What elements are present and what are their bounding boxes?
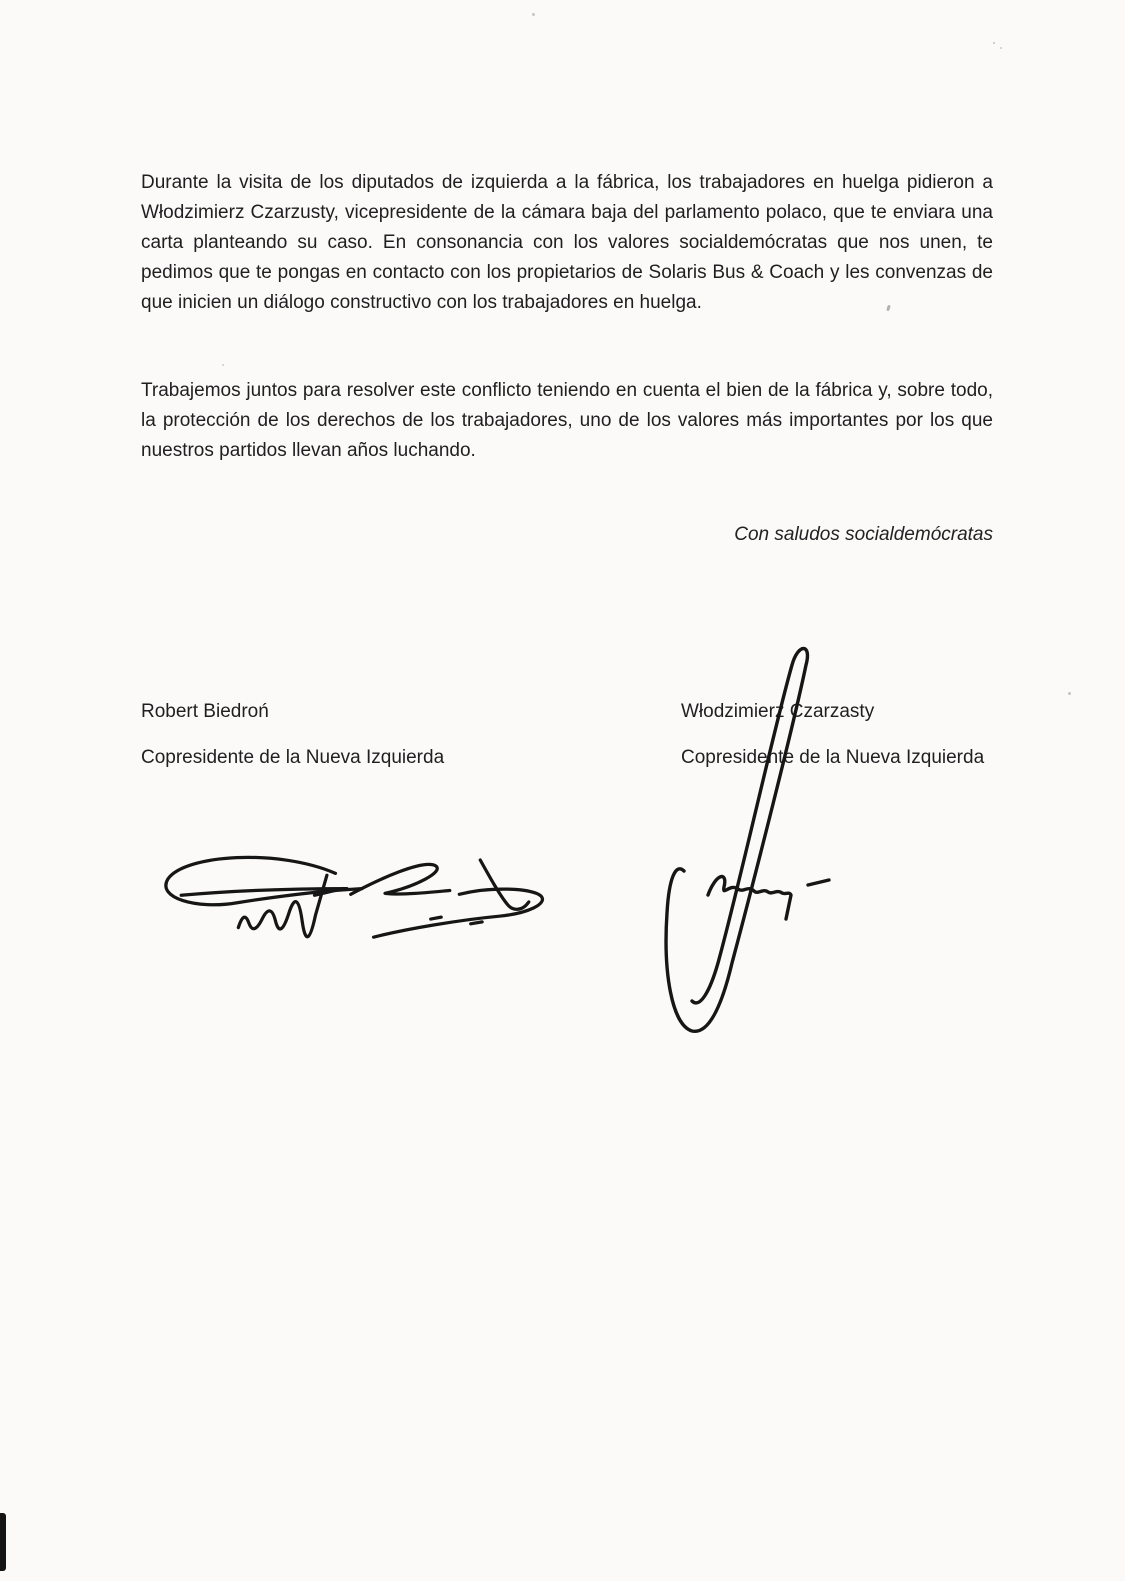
paragraph-2: Trabajemos juntos para resolver este conflicto teniendo en cuenta el bien de la fábrica y, sobre todo, la protección de los derechos de los trabajadores, uno de los valores más importantes por los que nuestros partidos llevan años luchando. [141,380,993,461]
scan-speck [993,42,995,44]
closing-salutation: Con saludos socialdemócratas [734,524,993,545]
handwritten-signature-robert-biedron [145,835,545,945]
signature-block-wlodzimierz-czarzasty [681,700,984,770]
signatory-name: Robert Biedroń [141,701,269,722]
paragraph-1: Durante la visita de los diputados de izquierda a la fábrica, los trabajadores en huelga pidieron a Włodzimierz Czarzusty, vicepresidente de la cámara baja del parlamento polaco, que te enviara una carta planteando su caso. En consonancia con los valores socialdemócratas que nos unen, te pedimos que te pongas en contacto con los propietarios de Solaris Bus & Coach y les convenzas de que inicien un diálogo constructivo con los trabajadores en huelga. [141,172,993,313]
signatory-title: Copresidente de la Nueva Izquierda [681,747,985,768]
signatory-name: Włodzimierz Czarzasty [681,701,875,722]
handwritten-signature-wlodzimierz-czarzasty [648,633,840,1045]
scan-speck [1000,47,1002,49]
scan-edge-mark [0,1513,6,1571]
scan-speck [222,364,224,366]
signatory-title: Copresidente de la Nueva Izquierda [141,747,445,768]
scan-speck [532,13,535,16]
signature-block-robert-biedron [141,700,444,770]
scan-speck [1068,692,1071,695]
